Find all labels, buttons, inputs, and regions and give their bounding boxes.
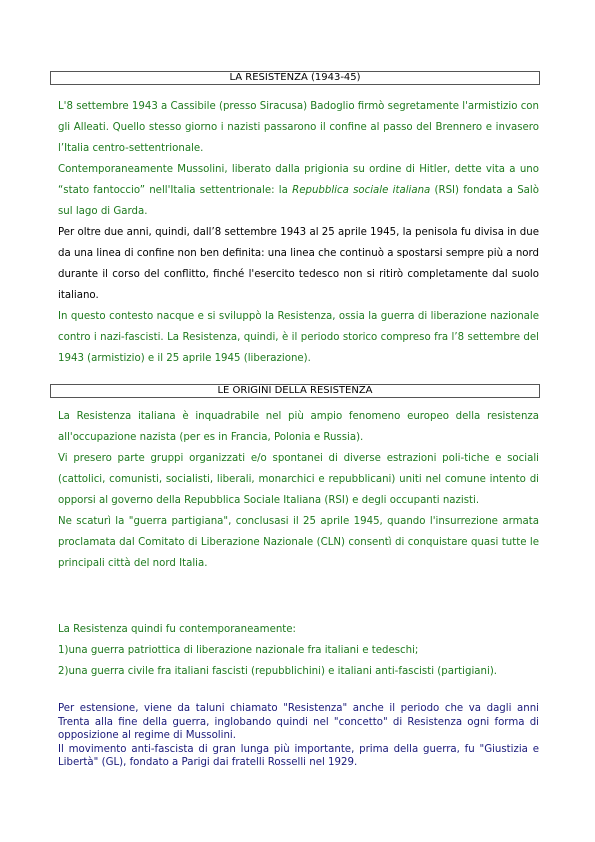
paragraph-definizione: In questo contesto nacque e si sviluppò la Resistenza, ossia la guerra di liberazione nazionale contro i nazi-fascisti. La Resistenza, quindi, è il periodo storico compreso fra l’8 settembre del 1943 (armistizio) e il 25 aprile 1945 (liberazione).	[58, 311, 539, 364]
section-contemporaneamente	[58, 619, 539, 682]
paragraph-europa: La Resistenza italiana è inquadrabile nel più ampio fenomeno europeo della resistenza all'occupazione nazista (per es in Francia, Polonia e Russia).	[58, 411, 539, 443]
paragraph-guerra-partigiana: Ne scaturì la "guerra partigiana", conclusasi il 25 aprile 1945, quando l'insurrezione armata proclamata dal Comitato di Liberazione Nazionale (CLN) consentì di conquistare quasi tutte le principali città del nord Italia.	[58, 516, 539, 569]
paragraph-rsi	[58, 159, 539, 222]
paragraph-gruppi: Vi presero parte gruppi organizzati e/o spontanei di diverse estrazioni poli-tiche e sociali (cattolici, comunisti, socialisti, liberali, monarchici e repubblicani) uniti nel comune intento di opporsi al governo della Repubblica Sociale Italiana (RSI) e degli occupanti nazisti.	[58, 453, 539, 506]
paragraph-estensione: Per estensione, viene da taluni chiamato "Resistenza" anche il periodo che va dagli anni Trenta alla fine della guerra, inglobando quindi nel "concetto" di Resistenza ogni forma di opposizione al regime di Mussolini.	[58, 703, 539, 742]
paragraph-armistizio: L'8 settembre 1943 a Cassibile (presso Siracusa) Badoglio firmò segretamente l'armistizio con gli Alleati. Quello stesso giorno i nazisti passarono il confine al passo del Brennero e invasero l’Italia centro-settentrionale.	[58, 101, 539, 154]
paragraph-giustizia-liberta: Il movimento anti-fascista di gran lunga più importante, prima della guerra, fu "Giustizia e Libertà" (GL), fondato a Parigi dai fratelli Rosselli nel 1929.	[58, 743, 539, 769]
list-item-guerra-patriottica: 1)una guerra patriottica di liberazione nazionale fra italiani e tedeschi;	[58, 645, 419, 656]
paragraph-rsi-start: Contemporaneamente Mussolini, liberato dalla prigionia su ordine di Hitler, dette vita a uno “stato fantoccio” nell'Italia settentrionale: la	[58, 164, 539, 196]
section-title-origini: LE ORIGINI DELLA RESISTENZA	[50, 384, 540, 398]
section-note	[58, 702, 539, 770]
section-resistenza-body	[58, 96, 539, 369]
list-item-guerra-civile: 2)una guerra civile fra italiani fascisti (repubblichini) e italiani anti-fascisti (partigiani).	[58, 666, 498, 677]
section-origini-body	[58, 406, 539, 574]
paragraph-contemporaneamente: La Resistenza quindi fu contemporaneamente:	[58, 624, 296, 635]
section-title-resistenza: LA RESISTENZA (1943-45)	[50, 71, 540, 85]
rsi-name: Repubblica sociale italiana	[292, 185, 431, 196]
paragraph-divisione: Per oltre due anni, quindi, dall’8 settembre 1943 al 25 aprile 1945, la penisola fu divisa in due da una linea di confine non ben definita: una linea che continuò a spostarsi sempre più a nord durante il corso del conflitto, finché l'esercito tedesco non si ritirò completamente dal suolo italiano.	[58, 227, 539, 301]
paragraph-rsi-end: (RSI) fondata a Salò sul lago di Garda.	[58, 185, 539, 217]
